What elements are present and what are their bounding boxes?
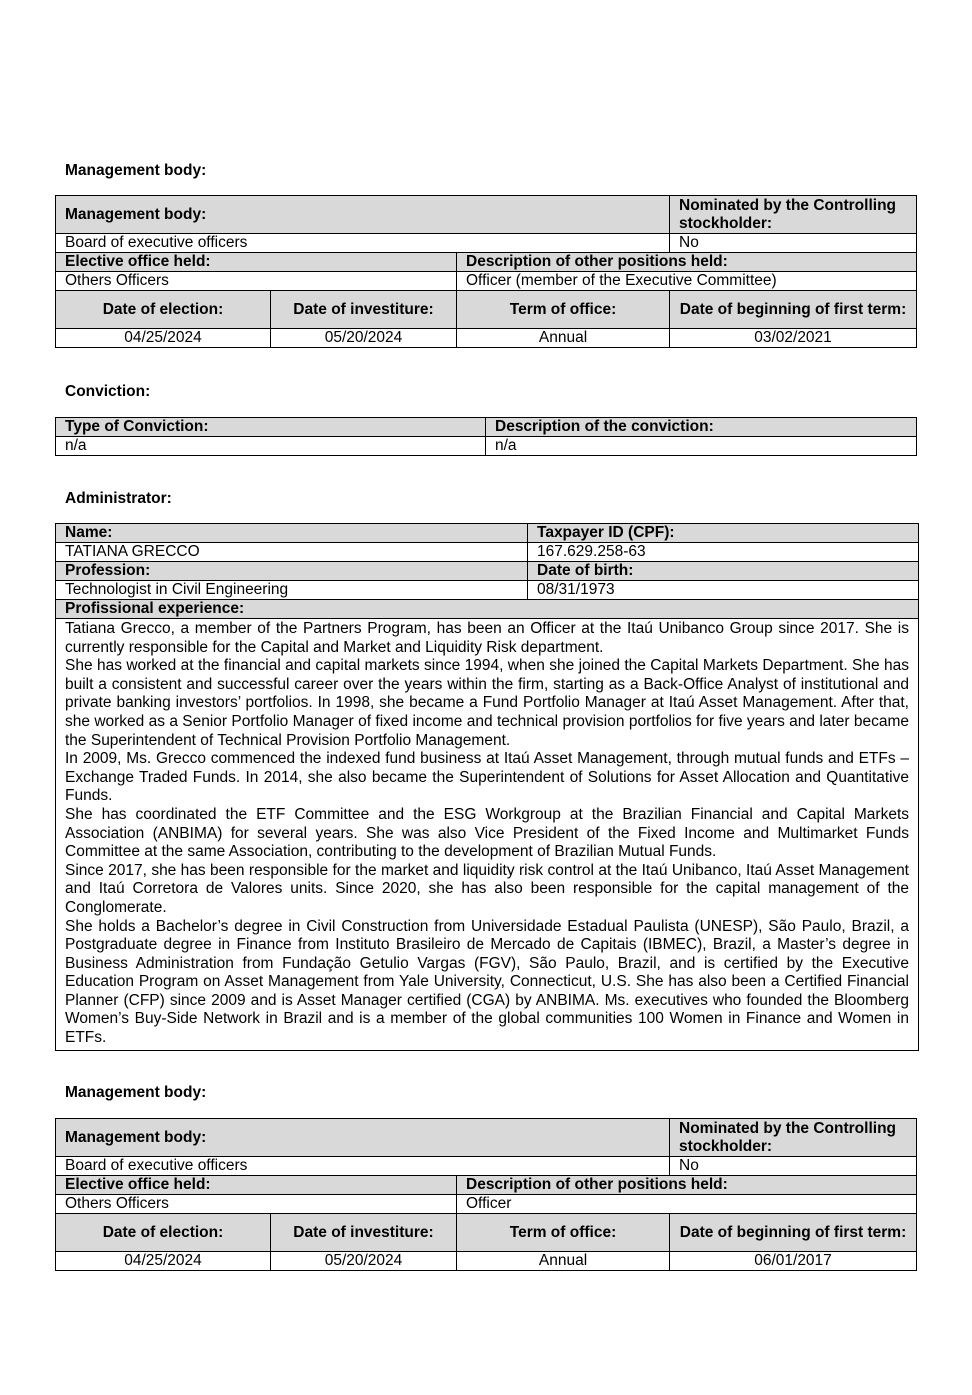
management-body-table — [55, 1118, 917, 1271]
date-of-election-label: Date of election: — [56, 1214, 271, 1252]
experience-paragraph: She has coordinated the ETF Committee and the ESG Workgroup at the Brazilian Financial and Capital Markets Association (ANBIMA) for several years. She was also Vice President of the Fixed Income and Multimarket Funds Committee at the same Association, contributing to the development of Brazilian Mutual Funds. — [65, 805, 909, 861]
date-of-election-label: Date of election: — [56, 291, 271, 329]
date-of-election-value: 04/25/2024 — [56, 1252, 271, 1271]
elective-office-value: Others Officers — [56, 1195, 457, 1214]
management-body-heading: Management body: — [65, 162, 207, 179]
conviction-heading: Conviction: — [65, 383, 151, 400]
administrator-heading: Administrator: — [65, 490, 172, 507]
conviction-description-label: Description of the conviction: — [486, 418, 917, 437]
cpf-value: 167.629.258-63 — [528, 543, 919, 562]
date-of-election-value: 04/25/2024 — [56, 329, 271, 348]
term-of-office-label: Term of office: — [457, 291, 670, 329]
experience-paragraph: She holds a Bachelor’s degree in Civil Construction from Universidade Estadual Paulista (UNESP), São Paulo, Brazil, a Postgraduate degree in Finance from Instituto Brasileiro de Mercado de Capitais (IBMEC), Brazil, a Master’s degree in Business Administration from Fundação Getulio Vargas (FGV), São Paulo, Brazil, and is certified by the Executive Education Program on Asset Management from Yale University, Connecticut, U.S. She has also been a Certified Financial Planner (CFP) since 2009 and is Asset Manager certified (CGA) by ANBIMA. Ms. executives who founded the Bloomberg Women’s Buy-Side Network in Brazil and is a member of the global communities 100 Women in Finance and Women in ETFs. — [65, 917, 909, 1047]
administrator-table — [55, 523, 919, 1051]
conviction-description-value: n/a — [486, 437, 917, 456]
other-positions-label: Description of other positions held: — [457, 253, 917, 272]
experience-paragraph: Since 2017, she has been responsible for the market and liquidity risk control at the Itaú Unibanco, Itaú Asset Management and Itaú Corretora de Valores units. Since 2020, she has also been responsible for the capital management of the Conglomerate. — [65, 861, 909, 916]
nominated-value: No — [670, 1157, 917, 1176]
term-of-office-label: Term of office: — [457, 1214, 670, 1252]
name-value: TATIANA GRECCO — [56, 543, 528, 562]
management-body-value: Board of executive officers — [56, 234, 670, 253]
first-term-label: Date of beginning of first term: — [670, 1214, 917, 1252]
nominated-label: Nominated by the Controlling stockholder: — [670, 1119, 917, 1157]
experience-paragraph: In 2009, Ms. Grecco commenced the indexed fund business at Itaú Asset Management, through mutual funds and ETFs – Exchange Traded Funds. In 2014, she also became the Superintendent of Solutions for Asset Allocation and Quantitative Funds. — [65, 750, 909, 805]
type-of-conviction-label: Type of Conviction: — [56, 418, 486, 437]
term-of-office-value: Annual — [457, 1252, 670, 1271]
elective-office-value: Others Officers — [56, 272, 457, 291]
profession-label: Profession: — [56, 562, 528, 581]
type-of-conviction-value: n/a — [56, 437, 486, 456]
date-of-investiture-label: Date of investiture: — [271, 1214, 457, 1252]
other-positions-value: Officer — [457, 1195, 917, 1214]
management-body-table — [55, 195, 917, 348]
date-of-investiture-value: 05/20/2024 — [271, 1252, 457, 1271]
other-positions-value: Officer (member of the Executive Committee) — [457, 272, 917, 291]
profession-value: Technologist in Civil Engineering — [56, 581, 528, 600]
nominated-label: Nominated by the Controlling stockholder: — [670, 196, 917, 234]
name-label: Name: — [56, 524, 528, 543]
date-of-investiture-value: 05/20/2024 — [271, 329, 457, 348]
first-term-label: Date of beginning of first term: — [670, 291, 917, 329]
date-of-investiture-label: Date of investiture: — [271, 291, 457, 329]
term-of-office-value: Annual — [457, 329, 670, 348]
experience-paragraph: Tatiana Grecco, a member of the Partners Program, has been an Officer at the Itaú Unibanco Group since 2017. She is currently responsible for the Capital and Market and Liquidity Risk department. — [65, 620, 909, 656]
date-of-birth-value: 08/31/1973 — [528, 581, 919, 600]
professional-experience-label: Profissional experience: — [56, 600, 919, 619]
professional-experience-text — [56, 619, 919, 1051]
management-body-heading: Management body: — [65, 1084, 207, 1101]
management-body-label: Management body: — [56, 1119, 670, 1157]
cpf-label: Taxpayer ID (CPF): — [528, 524, 919, 543]
elective-office-label: Elective office held: — [56, 1176, 457, 1195]
conviction-table — [55, 417, 917, 456]
date-of-birth-label: Date of birth: — [528, 562, 919, 581]
first-term-value: 06/01/2017 — [670, 1252, 917, 1271]
other-positions-label: Description of other positions held: — [457, 1176, 917, 1195]
experience-paragraph: She has worked at the financial and capital markets since 1994, when she joined the Capital Markets Department. She has built a consistent and successful career over the years within the firm, starting as a Back-Office Analyst of institutional and private banking investors’ portfolios. In 1998, she became a Fund Portfolio Manager at Itaú Asset Management. After that, she worked as a Senior Portfolio Manager of fixed income and technical provision portfolios for five years and later became the Superintendent of Technical Provision Portfolio Management. — [65, 657, 909, 749]
management-body-value: Board of executive officers — [56, 1157, 670, 1176]
elective-office-label: Elective office held: — [56, 253, 457, 272]
management-body-label: Management body: — [56, 196, 670, 234]
nominated-value: No — [670, 234, 917, 253]
first-term-value: 03/02/2021 — [670, 329, 917, 348]
